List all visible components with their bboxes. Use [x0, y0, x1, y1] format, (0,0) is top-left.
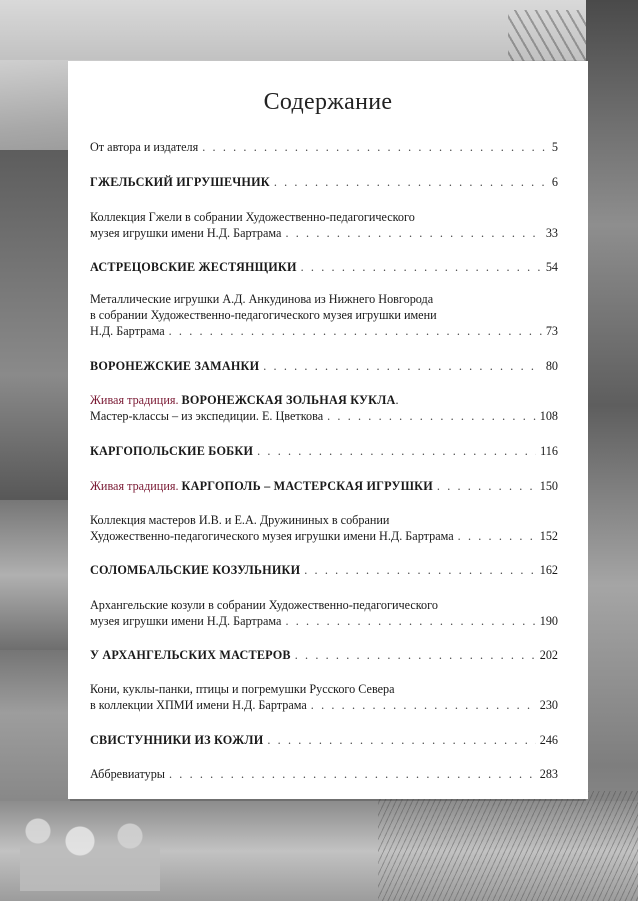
toc-living-tradition-label: Живая традиция. — [90, 393, 179, 407]
toc-entry-gzhel[interactable] — [90, 174, 558, 190]
toc-section-title: КАРГОПОЛЬ – МАСТЕРСКАЯ ИГРУШКИ — [181, 479, 433, 493]
toc-entry-line: Художественно-педагогического музея игрушки имени Н.Д. Бартрама — [90, 529, 454, 543]
toc-page-number: 152 — [539, 529, 558, 543]
background-right-strip — [586, 0, 638, 901]
toc-section-title: ГЖЕЛЬСКИЙ ИГРУШЕЧНИК — [90, 175, 270, 189]
toc-entry-line: Н.Д. Бартрама — [90, 324, 165, 338]
contents-panel — [68, 61, 588, 799]
toc-page-number: 190 — [539, 614, 558, 628]
toc-entry-line: музея игрушки имени Н.Д. Бартрама — [90, 226, 282, 240]
leader-dots — [202, 139, 548, 155]
leader-dots — [285, 613, 535, 629]
toc-entry-kargopol-workshop[interactable] — [90, 478, 558, 494]
toc-entry-line: Металлические игрушки А.Д. Анкудинова из Нижнего Новгорода — [90, 292, 434, 306]
toc-entry-line: в собрании Художественно-педагогического музея игрушки имени — [90, 308, 437, 322]
background-river — [0, 500, 70, 650]
leader-dots — [311, 697, 536, 713]
toc-entry-title: От автора и издателя — [90, 140, 199, 154]
leader-dots — [169, 323, 542, 339]
toc-page-number: 202 — [539, 648, 558, 662]
toc-entry-solombala[interactable] — [90, 562, 558, 578]
toc-page-number: 73 — [545, 324, 558, 338]
leader-dots — [295, 647, 536, 663]
toc-entry-line: Мастер-классы – из экспедиции. Е. Цветкова — [90, 409, 324, 423]
toc-entry-russian-north[interactable] — [90, 681, 558, 713]
toc-section-title: СВИСТУННИКИ ИЗ КОЖЛИ — [90, 733, 264, 747]
toc-entry-metal-toys[interactable] — [90, 291, 558, 339]
toc-entry-line: музея игрушки имени Н.Д. Бартрама — [90, 614, 282, 628]
toc-page-number: 54 — [545, 260, 558, 274]
leader-dots — [458, 528, 536, 544]
toc-entry-kozhli[interactable] — [90, 732, 558, 748]
toc-living-tradition-label: Живая традиция. — [90, 479, 179, 493]
toc-page-number: 108 — [539, 409, 558, 423]
toc-entry-arkhangelsk-masters[interactable] — [90, 647, 558, 663]
toc-page-number: 33 — [545, 226, 558, 240]
toc-page-number: 5 — [551, 140, 558, 154]
toc-entry-arkhangelsk-kozuli[interactable] — [90, 597, 558, 629]
toc-entry-druzhinin-collection[interactable] — [90, 512, 558, 544]
toc-section-title: ВОРОНЕЖСКИЕ ЗАМАНКИ — [90, 359, 260, 373]
toc-entry-line: Архангельские козули в собрании Художественно-педагогического — [90, 598, 438, 612]
toc-entry-line: Коллекция мастеров И.В. и Е.А. Дружининых в собрании — [90, 513, 390, 527]
toc-section-title: КАРГОПОЛЬСКИЕ БОБКИ — [90, 444, 254, 458]
page-title: Содержание — [263, 89, 393, 115]
leader-dots — [257, 443, 536, 459]
leader-dots — [301, 259, 542, 275]
toc-page-number: 283 — [539, 767, 558, 781]
toc-entry-voronezh-ash-doll[interactable] — [90, 392, 558, 424]
toc-entry-title: Аббревиатуры — [90, 767, 165, 781]
toc-page-number: 116 — [540, 444, 558, 458]
toc-title-period: . — [395, 393, 399, 407]
toc-entry-line: Коллекция Гжели в собрании Художественно-педагогического — [90, 210, 415, 224]
leader-dots — [263, 358, 542, 374]
toc-page-number: 162 — [539, 563, 558, 577]
leader-dots — [437, 478, 536, 494]
toc-page-number: 6 — [551, 175, 558, 189]
toc-entry-astretsovo[interactable] — [90, 259, 558, 275]
toc-entry-author-publisher[interactable] — [90, 139, 558, 155]
toc-entry-line: в коллекции ХПМИ имени Н.Д. Бартрама — [90, 698, 307, 712]
background-dry-grass — [378, 791, 638, 901]
toc-page-number: 150 — [539, 479, 558, 493]
background-clay-toys — [20, 801, 160, 891]
toc-entry-kargopol[interactable] — [90, 443, 558, 459]
leader-dots — [169, 766, 536, 782]
toc-page-number: 230 — [539, 698, 558, 712]
leader-dots — [267, 732, 535, 748]
leader-dots — [274, 174, 548, 190]
toc-entry-voronezh[interactable] — [90, 358, 558, 374]
toc-page-number: 80 — [545, 359, 558, 373]
toc-entry-line: Кони, куклы-панки, птицы и погремушки Русского Севера — [90, 682, 395, 696]
toc-entry-abbreviations[interactable] — [90, 766, 558, 782]
leader-dots — [285, 225, 541, 241]
toc-entry-gzhel-collection[interactable] — [90, 209, 558, 241]
leader-dots — [304, 562, 535, 578]
toc-page-number: 246 — [539, 733, 558, 747]
toc-section-title: ВОРОНЕЖСКАЯ ЗОЛЬНАЯ КУКЛА — [181, 393, 396, 407]
toc-section-title: АСТРЕЦОВСКИЕ ЖЕСТЯНЩИКИ — [90, 260, 297, 274]
toc-section-title: У АРХАНГЕЛЬСКИХ МАСТЕРОВ — [90, 648, 291, 662]
leader-dots — [327, 408, 536, 424]
toc-section-title: СОЛОМБАЛЬСКИЕ КОЗУЛЬНИКИ — [90, 563, 301, 577]
